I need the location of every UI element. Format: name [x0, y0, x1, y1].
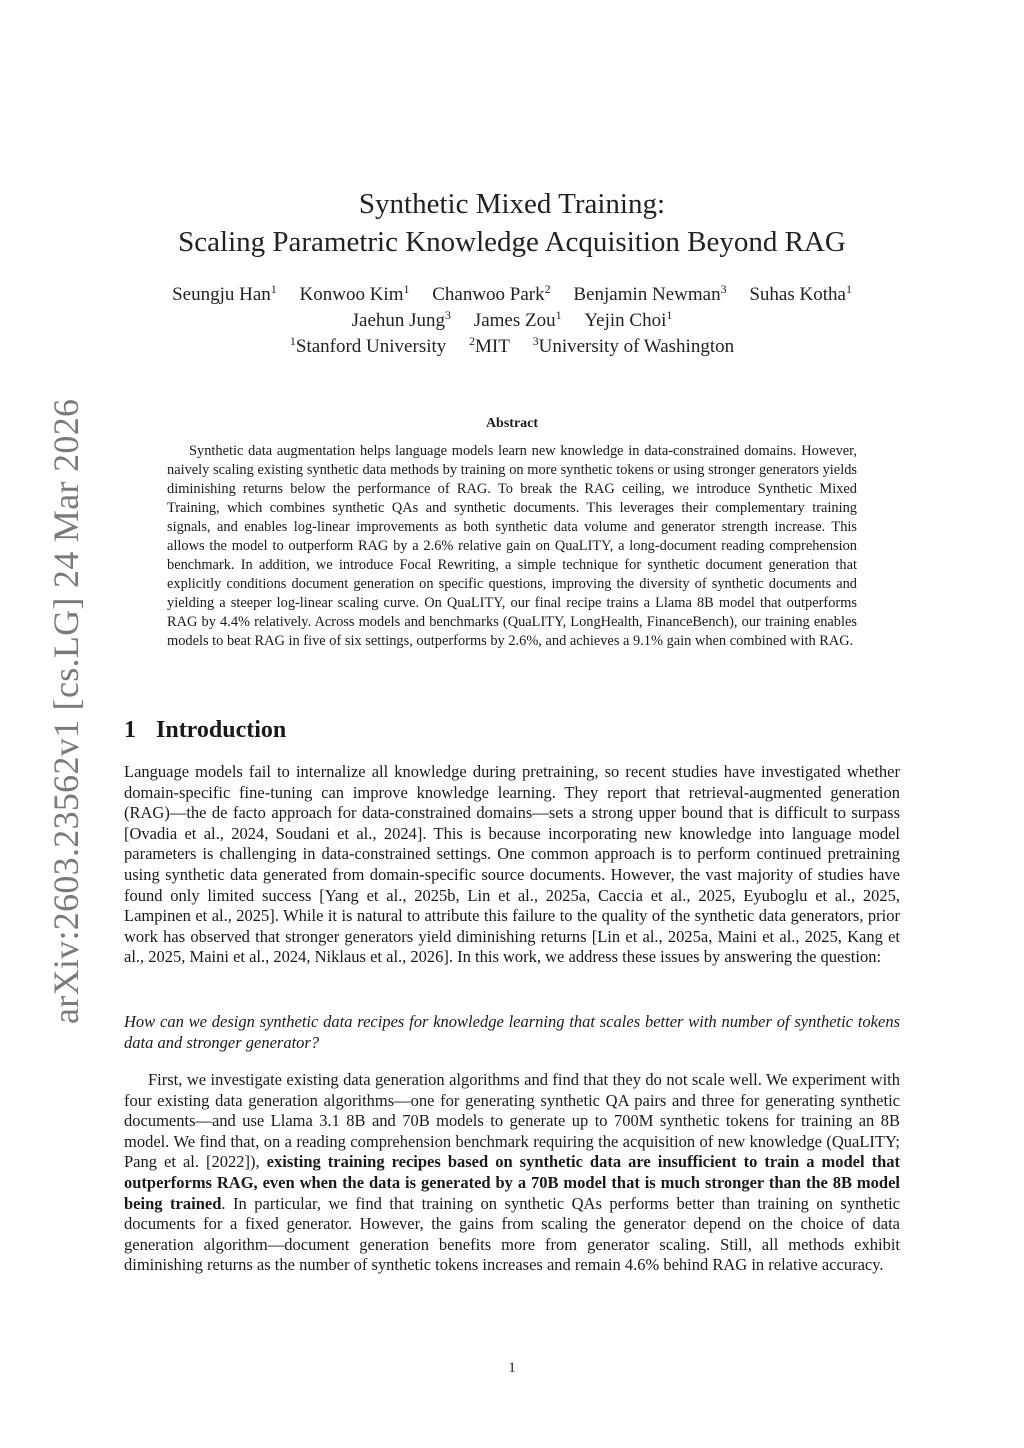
- author-row-2: [0, 308, 1024, 334]
- author: Yejin Choi$^1$: [584, 308, 673, 331]
- author-block: [0, 282, 1024, 360]
- author: Seungju Han$^1$: [172, 282, 277, 305]
- section-number: 1: [124, 717, 136, 743]
- abstract-heading: Abstract: [485, 416, 539, 431]
- title-line-2: Scaling Parametric Knowledge Acquisition Beyond RAG: [178, 226, 846, 258]
- page-number: 1: [508, 1360, 516, 1376]
- intro-paragraph-2: [124, 1070, 900, 1276]
- section-heading: [124, 717, 286, 744]
- research-question: How can we design synthetic data recipes for knowledge learning that scales better with number of synthetic tokens data and stronger generator?: [124, 1012, 900, 1052]
- author: Konwoo Kim$^1$: [299, 282, 410, 305]
- affiliations-row: [0, 334, 1024, 360]
- paragraph-2-text-a: First, we investigate existing data generation algorithms and find that they do not scale well. We experiment with four existing data generation algorithms—one for generating synthetic QA pairs and three for generating synthetic documents—and use Llama 3.1 8B and 70B models to generate up to 700M synthetic tokens for training an 8B model. We find that, on a reading comprehension benchmark requiring the acquisition of new knowledge (QuaLITY; Pang et al. [2022]),: [124, 1070, 900, 1172]
- paragraph-2-text-b: . In particular, we find that training on synthetic QAs performs better than training on synthetic documents for a fixed generator. However, the gains from scaling the generator depend on the choice of data generation algorithm—document generation benefits more from generator scaling. Still, all methods exhibit diminishing returns as the number of synthetic tokens increases and remain 4.6% behind RAG in relative accuracy.: [124, 1193, 900, 1275]
- affiliation: $^2$MIT: [469, 334, 510, 357]
- affiliation: $^3$University of Washington: [532, 334, 735, 357]
- author: Chanwoo Park$^2$: [432, 282, 551, 305]
- section-title-text: Introduction: [156, 717, 287, 743]
- author: Jaehun Jung$^3$: [351, 308, 452, 331]
- author-row-1: [0, 282, 1024, 308]
- intro-paragraph-1: Language models fail to internalize all knowledge during pretraining, so recent studies have investigated whether domain-specific fine-tuning can improve knowledge learning. They report that retrieval-augmented generation (RAG)—the de facto approach for data-constrained domains—sets a strong upper bound that is difficult to surpass [Ovadia et al., 2024, Soudani et al., 2024]. This is because incorporating new knowledge into language model parameters is challenging in data-constrained settings. One common approach is to perform continued pretraining using synthetic data generated from domain-specific source documents. However, the vast majority of studies have found only limited success [Yang et al., 2025b, Lin et al., 2025a, Caccia et al., 2025, Eyuboglu et al., 2025, Lampinen et al., 2025]. While it is natural to attribute this failure to the quality of the synthetic data generators, prior work has observed that stronger generators yield diminishing returns [Lin et al., 2025a, Maini et al., 2025, Kang et al., 2025, Maini et al., 2024, Niklaus et al., 2026]. In this work, we address these issues by answering the question:: [124, 762, 900, 967]
- affiliation: $^1$Stanford University: [289, 334, 447, 357]
- paper-title: [0, 185, 1024, 261]
- author: Benjamin Newman$^3$: [573, 282, 727, 305]
- abstract-text: Synthetic data augmentation helps language models learn new knowledge in data-constrained domains. However, naively scaling existing synthetic data methods by training on more synthetic tokens or using stronger generators yields diminishing returns below the performance of RAG. To break the RAG ceiling, we introduce Synthetic Mixed Training, which combines synthetic QAs and synthetic documents. This leverages their complementary training signals, and enables log-linear improvements as both synthetic data volume and generator strength increase. This allows the model to outperform RAG by a 2.6% relative gain on QuaLITY, a long-document reading comprehension benchmark. In addition, we introduce Focal Rewriting, a simple technique for synthetic document generation that explicitly conditions document generation on specific questions, improving the diversity of synthetic documents and yielding a steeper log-linear scaling curve. On QuaLITY, our final recipe trains a Llama 8B model that outperforms RAG by 4.4% relatively. Across models and benchmarks (QuaLITY, LongHealth, FinanceBench), our training enables models to beat RAG in five of six settings, outperforms by 2.6%, and achieves a 9.1% gain when combined with RAG.: [167, 443, 857, 649]
- paragraph-2-bold-finding: existing training recipes based on synthetic data are insufficient to train a model that outperforms RAG, even when the data is generated by a 70B model that is much stronger than the 8B model being trained: [124, 1152, 900, 1213]
- author: Suhas Kotha$^1$: [749, 282, 852, 305]
- title-line-1: Synthetic Mixed Training:: [358, 188, 666, 220]
- arxiv-identifier: arXiv:2603.23562v1 [cs.LG] 24 Mar 2026: [46, 398, 86, 1024]
- author: James Zou$^1$: [473, 308, 562, 331]
